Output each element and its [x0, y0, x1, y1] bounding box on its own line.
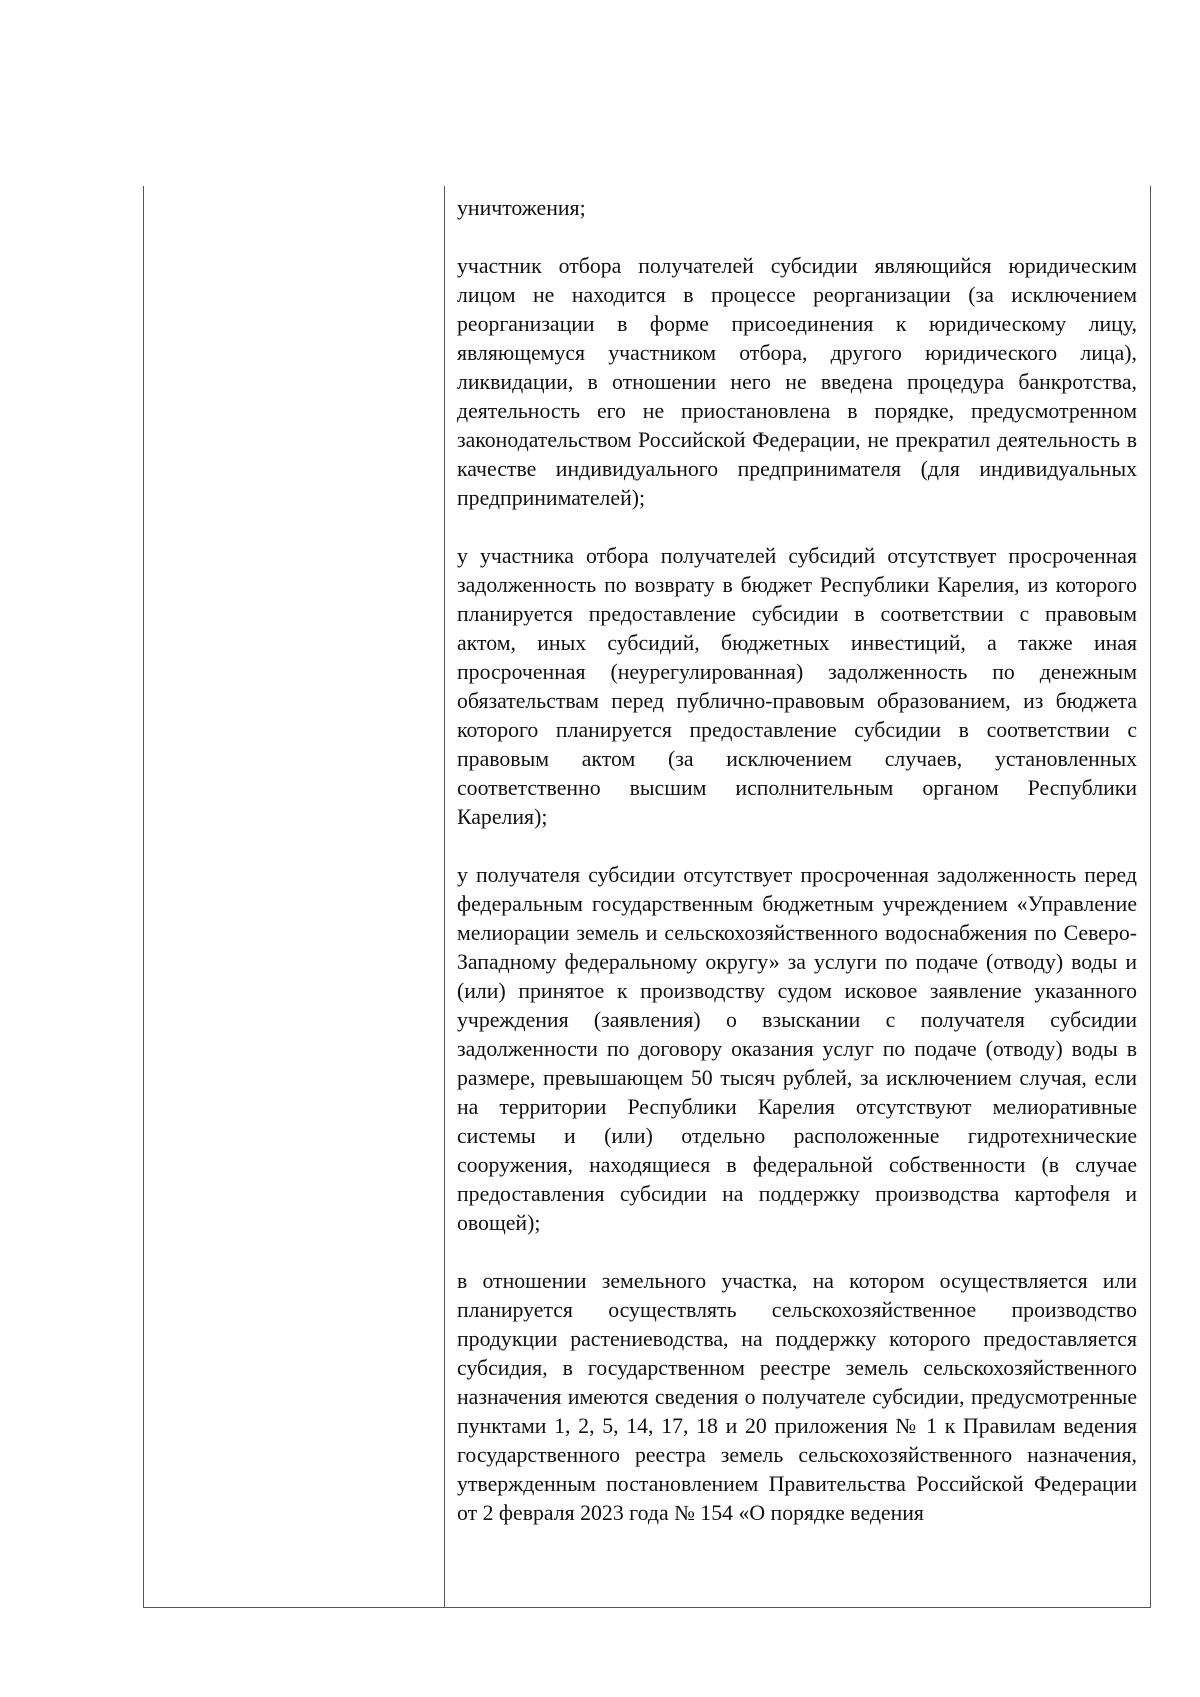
paragraph-land-registry-condition: в отношении земельного участка, на котором осуществляется или планируется осуществлять сельскохозяйственное производство продукции растениеводства, на поддержку которого предоставляется субсидия, в государственном реестре земель сельскохозяйственного назначения имеются сведения о получателе субсидии, предусмотренные пунктами 1, 2, 5, 14, 17, 18 и 20 приложения № 1 к Правилам ведения государственного реестра земель сельскохозяйственного назначения, утвержденным постановлением Правительства Российской Федерации от 2 февраля 2023 года № 154 «О порядке ведения — [457, 1269, 1137, 1525]
table-column-divider — [444, 186, 445, 1607]
document-table — [143, 186, 1151, 1608]
paragraph-reorganization-condition: участник отбора получателей субсидии являющийся юридическим лицом не находится в процессе реорганизации (за исключением реорганизации в форме присоединения к юридическому лицу, являющемуся участником отбора, другого юридического лица), ликвидации, в отношении него не введена процедура банкротства, деятельность его не приостановлена в порядке, предусмотренном законодательством Российской Федерации, не прекратил деятельность в качестве индивидуального предпринимателя (для индивидуальных предпринимателей); — [457, 254, 1137, 510]
table-right-cell — [457, 194, 1137, 1557]
paragraph-destruction-end: уничтожения; — [457, 196, 586, 220]
table-left-cell-empty — [144, 186, 444, 1607]
paragraph-budget-debt-condition: у участника отбора получателей субсидий отсутствует просроченная задолженность по возврату в бюджет Республики Карелия, из которого планируется предоставление субсидии в соответствии с правовым актом, иных субсидий, бюджетных инвестиций, а также иная просроченная (неурегулированная) задолженность по денежным обязательствам перед публично-правовым образованием, из бюджета которого планируется предоставление субсидии в соответствии с правовым актом (за исключением случаев, установленных соответственно высшим исполнительным органом Республики Карелия); — [457, 544, 1137, 829]
paragraph-melioration-debt-condition: у получателя субсидии отсутствует просроченная задолженность перед федеральным государственным бюджетным учреждением «Управление мелиорации земель и сельскохозяйственного водоснабжения по Северо-Западному федеральному округу» за услуги по подаче (отводу) воды и (или) принятое к производству судом исковое заявление указанного учреждения (заявления) о взыскании с получателя субсидии задолженности по договору оказания услуг по подаче (отводу) воды в размере, превышающем 50 тысяч рублей, за исключением случая, если на территории Республики Карелия отсутствуют мелиоративные системы и (или) отдельно расположенные гидротехнические сооружения, находящиеся в федеральной собственности (в случае предоставления субсидии на поддержку производства картофеля и овощей); — [457, 863, 1137, 1235]
